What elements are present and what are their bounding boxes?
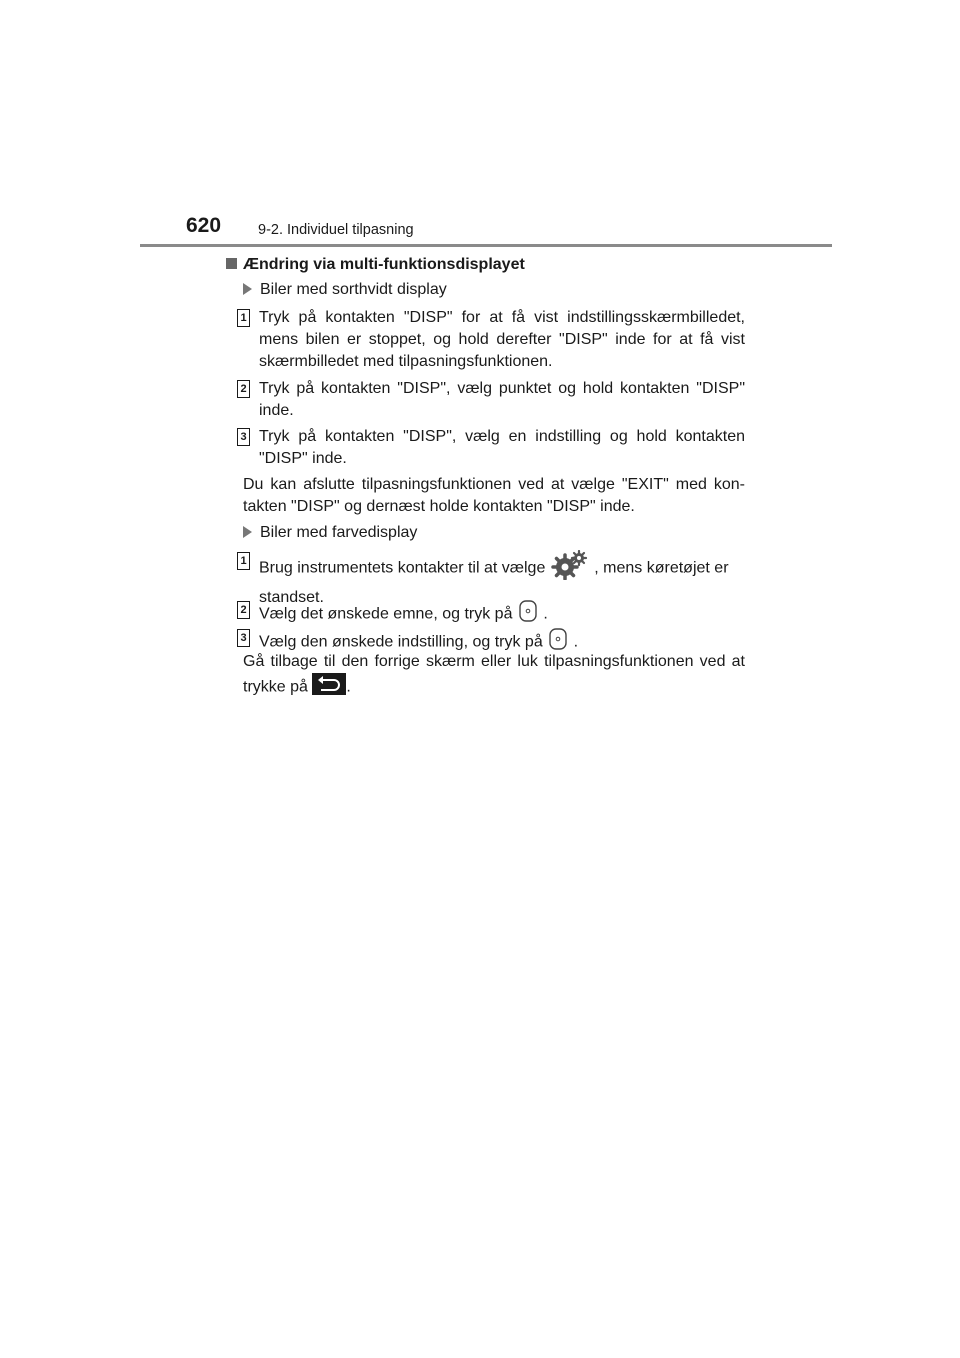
subhead-mono [243,281,447,299]
step-text-part: Brug instrumentets kontakter til at vælge [259,559,546,577]
back-arrow-icon [312,673,346,702]
section-title: 9-2. Individuel tilpasning [258,222,414,238]
step-text [259,599,745,630]
step-text: Tryk på kontakten "DISP" for at få vist indstillingsskærmbilledet, mens bilen er stoppet, og hold derefter "DISP" inde for at få vist skærmbilledet med tilpasningsfunktionen. [259,309,745,370]
mono-note: Du kan afslutte tilpasningsfunktionen ved at vælge "EXIT" med kon-takten "DISP" og dernæst holde kontakten "DISP" inde. [243,476,745,515]
step-number: 1 [237,309,250,327]
mono-step-3 [237,426,745,470]
mono-step-1 [237,307,745,373]
step-number: 1 [237,552,250,570]
heading [226,256,525,274]
mono-step-2 [237,378,745,422]
step-text-part: , mens køretøjet er standset. [259,559,729,606]
step-text-part: Vælg det ønskede emne, og tryk på [259,605,513,623]
step-text-part: . [543,605,548,623]
note-text-part: Gå tilbage til den forrige skærm eller luk tilpasningsfunktionen ved at trykke på [243,653,745,696]
header-divider [140,244,832,247]
step-text: Tryk på kontakten "DISP", vælg en indstilling og hold kontakten "DISP" inde. [259,428,745,467]
note-text-part: . [346,678,351,696]
step-text-part: . [573,633,579,651]
triangle-bullet-icon [243,283,252,295]
color-note [243,651,745,702]
step-number: 2 [237,380,250,398]
page-number: 620 [186,214,222,237]
step-text-part: Vælg den ønskede indstilling, og tryk på [259,633,543,651]
triangle-bullet-icon [243,526,252,538]
step-text: Tryk på kontakten "DISP", vælg punktet og hold kontakten "DISP" inde. [259,380,745,419]
subhead-color [243,524,417,542]
step-number: 3 [237,428,250,446]
gear-icon [550,550,590,587]
color-step-2 [237,599,745,630]
step-number: 3 [237,629,250,647]
square-bullet-icon [226,258,237,269]
subhead-mono-text: Biler med sorthvidt display [260,281,447,298]
ok-button-icon [517,599,539,630]
heading-text: Ændring via multi-funktionsdisplayet [243,256,525,273]
step-number: 2 [237,601,250,619]
subhead-color-text: Biler med farvedisplay [260,524,418,541]
